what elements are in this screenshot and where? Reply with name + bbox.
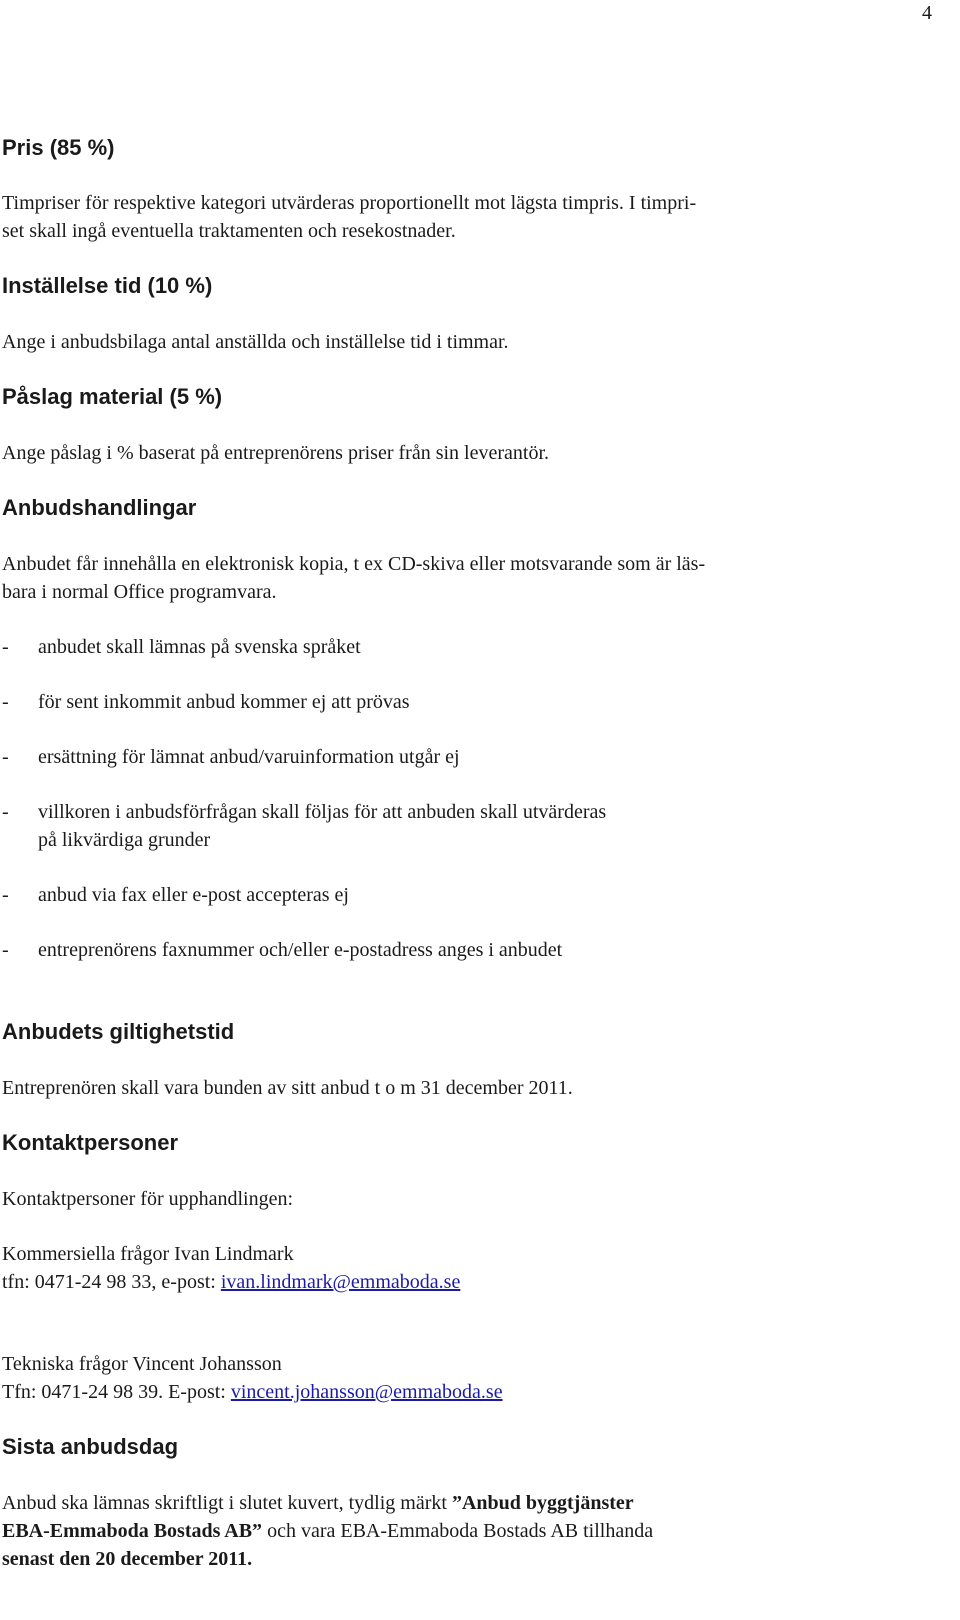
list-item: entreprenörens faxnummer och/eller e-postadress anges i anbudet <box>38 939 563 961</box>
paslag-text: Ange påslag i % baserat på entreprenörens priser från sin leverantör. <box>2 442 550 464</box>
section-heading-sista-anbudsdag: Sista anbudsdag <box>2 1434 179 1459</box>
bullet-marker: - <box>2 746 9 768</box>
sista-anbudsdag-label-bold: ”Anbud byggtjänster <box>451 1492 634 1514</box>
section-heading-installelse: Inställelse tid (10 %) <box>2 273 213 298</box>
section-heading-giltighetstid: Anbudets giltighetstid <box>2 1019 235 1044</box>
bullet-marker: - <box>2 691 9 713</box>
list-item: villkoren i anbudsförfrågan skall följas för att anbuden skall utvärderas <box>38 801 607 823</box>
bullet-marker: - <box>2 801 9 823</box>
sista-anbudsdag-line-1 <box>2 1489 634 1517</box>
kontaktpersoner-intro: Kontaktpersoner för upphandlingen: <box>2 1188 294 1210</box>
sista-anbudsdag-deadline: senast den 20 december 2011. <box>2 1548 253 1570</box>
list-item: för sent inkommit anbud kommer ej att prövas <box>38 691 410 713</box>
sista-anbudsdag-line-1-text: Anbud ska lämnas skriftligt i slutet kuvert, tydlig märkt <box>2 1492 452 1514</box>
bullet-marker: - <box>2 884 9 906</box>
pris-text-line-2: set skall ingå eventuella traktamenten och resekostnader. <box>2 220 456 242</box>
bullet-marker: - <box>2 939 9 961</box>
pris-text-line-1: Timpriser för respektive kategori utvärderas proportionellt mot lägsta timpris. I timpri- <box>2 192 697 214</box>
anbudshandlingar-text-line-1: Anbudet får innehålla en elektronisk kopia, t ex CD-skiva eller motsvarande som är läs- <box>2 553 706 575</box>
anbudshandlingar-text-line-2: bara i normal Office programvara. <box>2 581 277 603</box>
list-item: ersättning för lämnat anbud/varuinformation utgår ej <box>38 746 460 768</box>
list-item: anbudet skall lämnas på svenska språket <box>38 636 361 658</box>
technical-contact-prefix: Tfn: 0471-24 98 39. E-post: <box>2 1381 231 1403</box>
section-heading-anbudshandlingar: Anbudshandlingar <box>2 495 197 520</box>
installelse-text: Ange i anbudsbilaga antal anställda och inställelse tid i timmar. <box>2 331 509 353</box>
commercial-contact-prefix: tfn: 0471-24 98 33, e-post: <box>2 1271 221 1293</box>
commercial-email-link[interactable]: ivan.lindmark@emmaboda.se <box>220 1271 461 1293</box>
technical-contact-name: Tekniska frågor Vincent Johansson <box>2 1353 282 1375</box>
list-item-continuation: på likvärdiga grunder <box>38 829 211 851</box>
section-heading-paslag: Påslag material (5 %) <box>2 384 223 409</box>
sista-anbudsdag-recipient-bold: EBA-Emmaboda Bostads AB” <box>2 1520 263 1542</box>
sista-anbudsdag-line-2-text: och vara EBA-Emmaboda Bostads AB tillhanda <box>262 1520 654 1542</box>
sista-anbudsdag-line-3 <box>2 1545 252 1573</box>
commercial-contact-name: Kommersiella frågor Ivan Lindmark <box>2 1243 294 1265</box>
sista-anbudsdag-line-2 <box>2 1517 653 1545</box>
technical-contact-details <box>2 1378 503 1406</box>
giltighetstid-text: Entreprenören skall vara bunden av sitt anbud t o m 31 december 2011. <box>2 1077 573 1099</box>
section-heading-kontaktpersoner: Kontaktpersoner <box>2 1130 179 1155</box>
commercial-contact-details <box>2 1268 460 1296</box>
list-item: anbud via fax eller e-post accepteras ej <box>38 884 349 906</box>
section-heading-pris: Pris (85 %) <box>2 135 115 160</box>
bullet-marker: - <box>2 636 9 658</box>
technical-email-link[interactable]: vincent.johansson@emmaboda.se <box>230 1381 503 1403</box>
page-number: 4 <box>922 2 932 24</box>
